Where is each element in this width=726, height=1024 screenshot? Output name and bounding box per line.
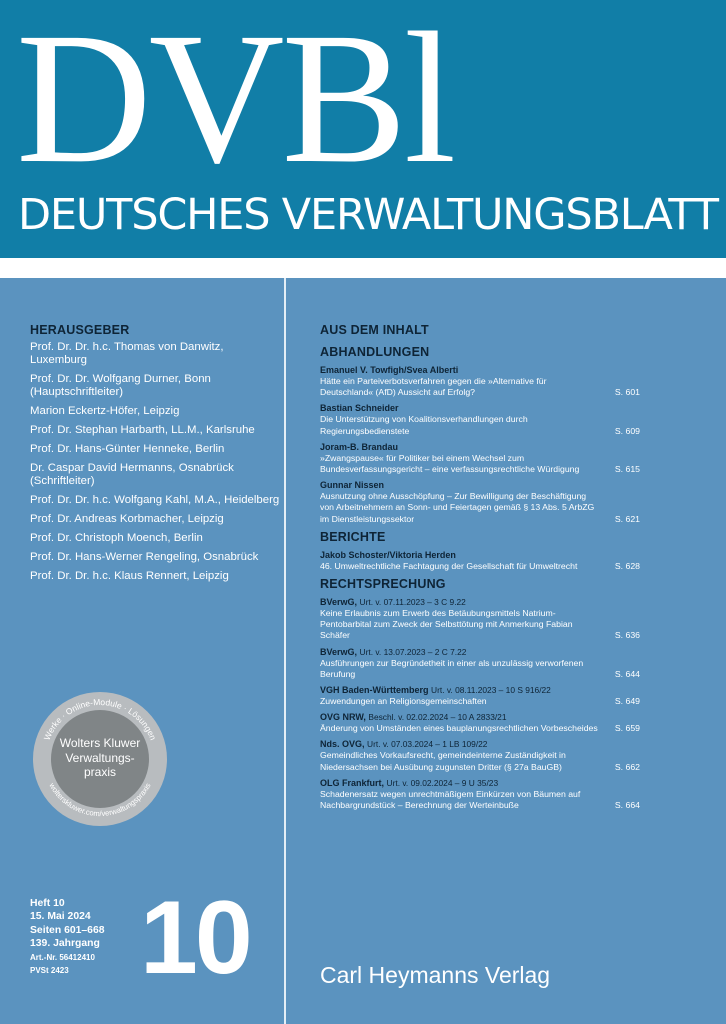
toc-heading: AUS DEM INHALT [320, 323, 429, 337]
entry-author: Gunnar Nissen [320, 480, 385, 491]
entry-title: Ausführungen zur Begründetheit in einer als unzulässig verworfenen Berufung [320, 657, 584, 679]
decision-reference: Urt. v. 13.07.2023 – 2 C 7.22 [359, 646, 467, 657]
entry-title: Die Unterstützung von Koalitionsverhandlungen durch Regierungsbedienstete [320, 414, 528, 436]
entry-title: 46. Umweltrechtliche Fachtagung der Gesellschaft für Umweltrecht [320, 560, 578, 571]
entry-court [320, 646, 640, 658]
entry-page: S. 664 [614, 800, 640, 811]
badge-center [51, 710, 149, 808]
entry-title: Schadenersatz wegen unrechtmäßigem Einkürzen von Bäumen auf Nachbargrundstück – Berechnung der Werteinbuße [320, 788, 581, 811]
badge-line-1: Wolters Kluwer [59, 736, 141, 750]
entry-author: Jakob Schoster/Viktoria Herden [320, 549, 456, 560]
entry-page: S. 662 [614, 761, 640, 772]
publisher-name: Carl Heymanns Verlag [320, 962, 551, 988]
issue-info [30, 897, 105, 977]
entry-page: S. 628 [614, 560, 640, 571]
herausgeber-item: Prof. Dr. Dr. h.c. Wolfgang Kahl, M.A., Heidelberg [30, 494, 280, 506]
entry-title: Änderung von Umständen eines bauplanungsrechtlichen Vorbescheides [320, 723, 598, 734]
court-name: OVG NRW, [320, 712, 366, 723]
court-name: VGH Baden-Württemberg [320, 685, 429, 696]
entry-title: Gemeindliches Vorkaufsrecht, gemeindeinterne Zuständigkeit in Niedersachsen bei Ausübung zugunsten Dritter (§ 27a BauGB) [320, 750, 566, 772]
section-heading-abhandlungen: ABHANDLUNGEN [320, 345, 430, 359]
court-name: BVerwG, [320, 597, 358, 608]
issue-date: 15. Mai 2024 [30, 911, 91, 923]
entry-court [320, 684, 640, 696]
court-name: BVerwG, [320, 646, 358, 657]
decision-reference: Urt. v. 08.11.2023 – 10 S 916/22 [431, 685, 551, 696]
section-heading-rechtsprechung: RECHTSPRECHUNG [320, 577, 446, 592]
badge-label [51, 736, 149, 780]
entry-title: »Zwangspause« für Politiker bei einem Wechsel zum Bundesverfassungsgericht – eine verfassungsrechtliche Würdigung [320, 452, 580, 475]
badge-ring-bottom-text: wolterskluwer.com/verwaltungspraxis [47, 781, 153, 819]
white-band [0, 258, 726, 278]
toc-entry [320, 479, 640, 525]
herausgeber-item: Prof. Dr. Dr. h.c. Klaus Rennert, Leipzig [30, 570, 229, 582]
entry-court [320, 777, 640, 789]
badge-ring-top-text: Werke · Online-Module · Lösungen [41, 696, 159, 742]
herausgeber-item: Dr. Caspar David Hermanns, Osnabrück (Schriftleiter) [30, 462, 234, 487]
column-divider [284, 278, 286, 1024]
wolters-kluwer-badge[interactable] [33, 692, 167, 826]
toc-entry [320, 711, 640, 734]
court-name: Nds. OVG, [320, 739, 365, 750]
entry-title: Ausnutzung ohne Ausschöpfung – Zur Bewilligung der Beschäftigung von Arbeitnehmern an Sonn- und Feiertagen gemäß § 13 Abs. 5 ArbZG im Dienstleistungssektor [320, 491, 595, 524]
entry-page: S. 659 [614, 723, 640, 734]
herausgeber-item: Prof. Dr. Hans-Werner Rengeling, Osnabrück [30, 551, 259, 563]
entry-page: S. 636 [614, 630, 640, 641]
toc-entry [320, 684, 640, 707]
entry-title: Keine Erlaubnis zum Erwerb des Betäubungsmittels Natrium-Pentobarbital zum Zweck der Selbsttötung mit Anmerkung Fabian Schäfer [320, 608, 573, 641]
herausgeber-item: Marion Eckertz-Höfer, Leipzig [30, 405, 180, 417]
herausgeber-item: Prof. Dr. Hans-Günter Henneke, Berlin [30, 443, 225, 455]
entry-page: S. 649 [614, 696, 640, 707]
article-number: Art.-Nr. 56412410 [30, 952, 95, 962]
herausgeber-item: Prof. Dr. Dr. Wolfgang Durner, Bonn (Hauptschriftleiter) [30, 373, 211, 398]
decision-reference: Beschl. v. 02.02.2024 – 10 A 2833/21 [368, 712, 507, 723]
entry-court [320, 711, 640, 723]
entry-court [320, 596, 640, 608]
section-heading-berichte: BERICHTE [320, 529, 386, 544]
herausgeber-item: Prof. Dr. Christoph Moench, Berlin [30, 532, 203, 544]
issue-number: 10 [140, 880, 250, 996]
entry-author: Joram-B. Brandau [320, 441, 399, 452]
pvst-number: PVSt 2423 [30, 966, 69, 976]
toc-entry [320, 549, 640, 572]
herausgeber-list [30, 341, 280, 589]
herausgeber-item: Prof. Dr. Stephan Harbarth, LL.M., Karlsruhe [30, 424, 255, 436]
entry-page: S. 601 [614, 387, 640, 398]
court-name: OLG Frankfurt, [320, 777, 385, 788]
journal-subtitle: DEUTSCHES VERWALTUNGSBLATT [18, 190, 718, 240]
issue-pages: Seiten 601–668 [30, 924, 105, 936]
badge-line-2: Verwaltungs- [65, 750, 135, 765]
entry-author: Emanuel V. Towfigh/Svea Alberti [320, 365, 459, 375]
entry-page: S. 621 [614, 513, 640, 524]
toc-entry [320, 402, 640, 436]
toc-entry [320, 441, 640, 475]
toc-entry [320, 364, 640, 398]
herausgeber-item: Prof. Dr. Dr. h.c. Thomas von Danwitz, Luxemburg [30, 341, 224, 366]
entry-author: Bastian Schneider [320, 403, 399, 414]
toc-entry [320, 596, 640, 642]
decision-reference: Urt. v. 07.03.2024 – 1 LB 109/22 [367, 739, 488, 750]
toc-entry [320, 646, 640, 680]
badge-line-3: praxis [83, 765, 116, 779]
toc-entry [320, 777, 640, 811]
herausgeber-item: Prof. Dr. Andreas Korbmacher, Leipzig [30, 513, 224, 525]
decision-reference: Urt. v. 07.11.2023 – 3 C 9.22 [359, 597, 466, 608]
issue-volume: 139. Jahrgang [30, 938, 100, 950]
entry-court [320, 738, 640, 750]
entry-title: Zuwendungen an Religionsgemeinschaften [320, 696, 487, 707]
issue-heft: Heft 10 [30, 898, 65, 909]
entry-title: Hätte ein Parteiverbotsverfahren gegen die »Alternative für Deutschland« (AfD) Aussicht auf Erfolg? [320, 376, 547, 398]
herausgeber-heading: HERAUSGEBER [30, 323, 130, 337]
entry-page: S. 609 [614, 425, 640, 436]
toc-entry [320, 738, 640, 772]
table-of-contents [320, 322, 640, 815]
entry-page: S. 644 [614, 668, 640, 679]
decision-reference: Urt. v. 09.02.2024 – 9 U 35/23 [386, 777, 499, 788]
journal-logo: DVBl [16, 0, 454, 202]
masthead [0, 0, 726, 258]
entry-page: S. 615 [614, 464, 640, 475]
